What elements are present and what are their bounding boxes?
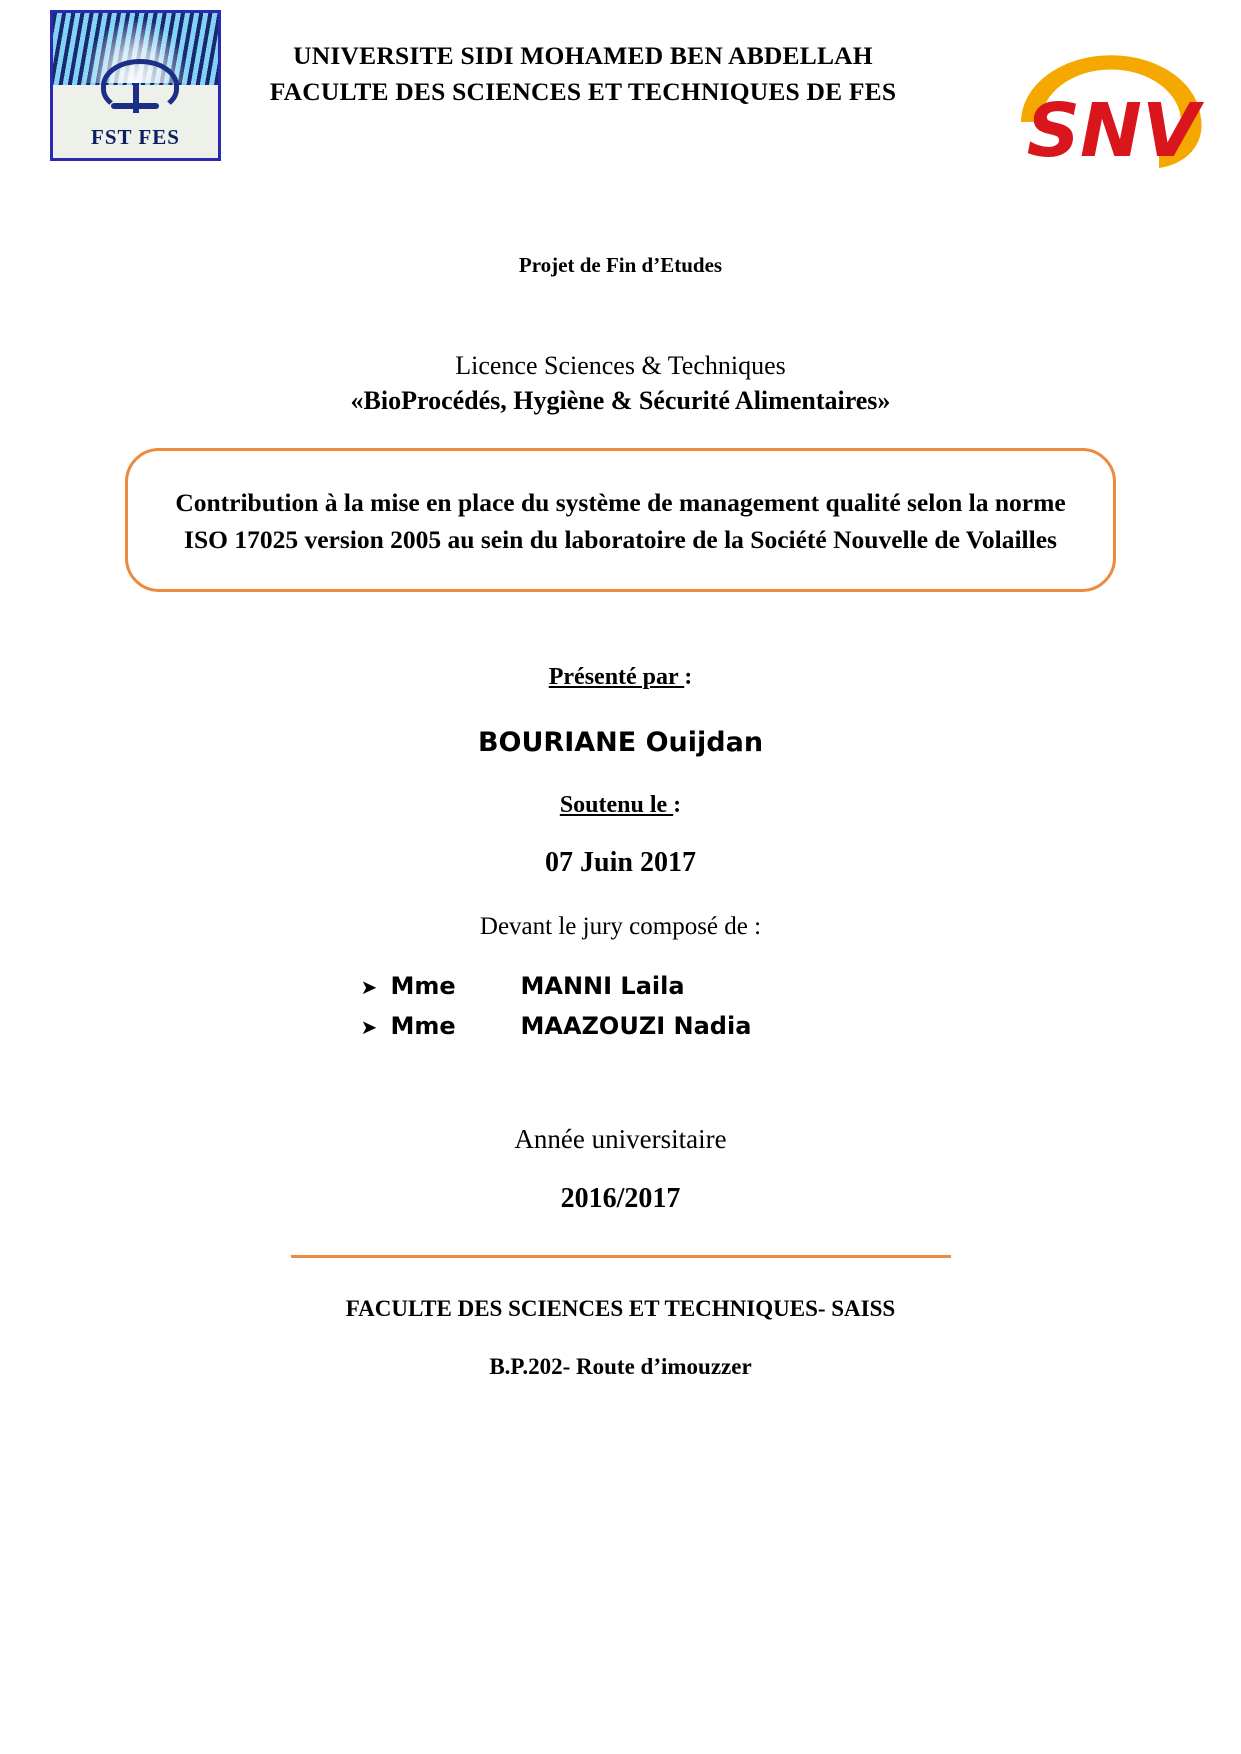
footer-line-1: FACULTE DES SCIENCES ET TECHNIQUES- SAISS <box>345 1296 896 1322</box>
author-name: BOURIANE Ouijdan <box>477 727 764 759</box>
thesis-title-box <box>125 448 1116 592</box>
footer-divider <box>291 1255 951 1258</box>
university-line-1: UNIVERSITE SIDI MOHAMED BEN ABDELLAH <box>293 41 873 70</box>
page-header <box>85 0 1200 175</box>
defended-colon: : <box>673 792 682 819</box>
presented-by-underlined: Présenté par <box>548 664 685 691</box>
academic-year-value: 2016/2017 <box>560 1183 681 1215</box>
jury-label: Devant le jury composé de : <box>479 913 762 941</box>
arrow-bullet-icon: ➤ <box>360 975 378 1000</box>
degree-block <box>85 348 1156 418</box>
fst-fes-logo <box>50 10 221 161</box>
atom-bar <box>111 103 159 109</box>
presented-by-colon: : <box>684 664 693 691</box>
university-line-2: FACULTE DES SCIENCES ET TECHNIQUES DE FES <box>269 77 897 107</box>
degree-line-2: «BioProcédés, Hygiène & Sécurité Alimentaires» <box>350 386 891 416</box>
defended-label <box>85 792 1156 819</box>
fst-fes-logo-label: FST FES <box>91 125 180 149</box>
jury-member-civility: Mme <box>390 1011 456 1040</box>
presented-by-label <box>85 664 1156 691</box>
atom-icon <box>97 53 175 115</box>
list-item <box>361 967 881 1007</box>
jury-list <box>361 967 881 1046</box>
jury-member-name: MANNI Laila <box>520 972 685 1001</box>
university-heading <box>230 38 936 110</box>
snv-logo-letters: SNV <box>1026 88 1200 174</box>
degree-line-1: Licence Sciences & Techniques <box>455 351 786 380</box>
defended-underlined: Soutenu le <box>559 792 674 819</box>
snv-logo <box>991 52 1241 182</box>
footer-line-2: B.P.202- Route d’imouzzer <box>489 1354 752 1380</box>
defense-date: 07 Juin 2017 <box>545 847 696 879</box>
jury-member-name: MAAZOUZI Nadia <box>520 1011 752 1040</box>
jury-member-civility: Mme <box>390 972 456 1001</box>
academic-year-label: Année universitaire <box>514 1124 727 1155</box>
arrow-bullet-icon: ➤ <box>360 1014 378 1039</box>
project-type: Projet de Fin d’Etudes <box>518 253 723 277</box>
list-item <box>361 1007 881 1047</box>
thesis-title: Contribution à la mise en place du système de management qualité selon la norme ISO 17025 version 2005 au sein du laboratoire de la Société Nouvelle de Volailles <box>175 488 1066 555</box>
